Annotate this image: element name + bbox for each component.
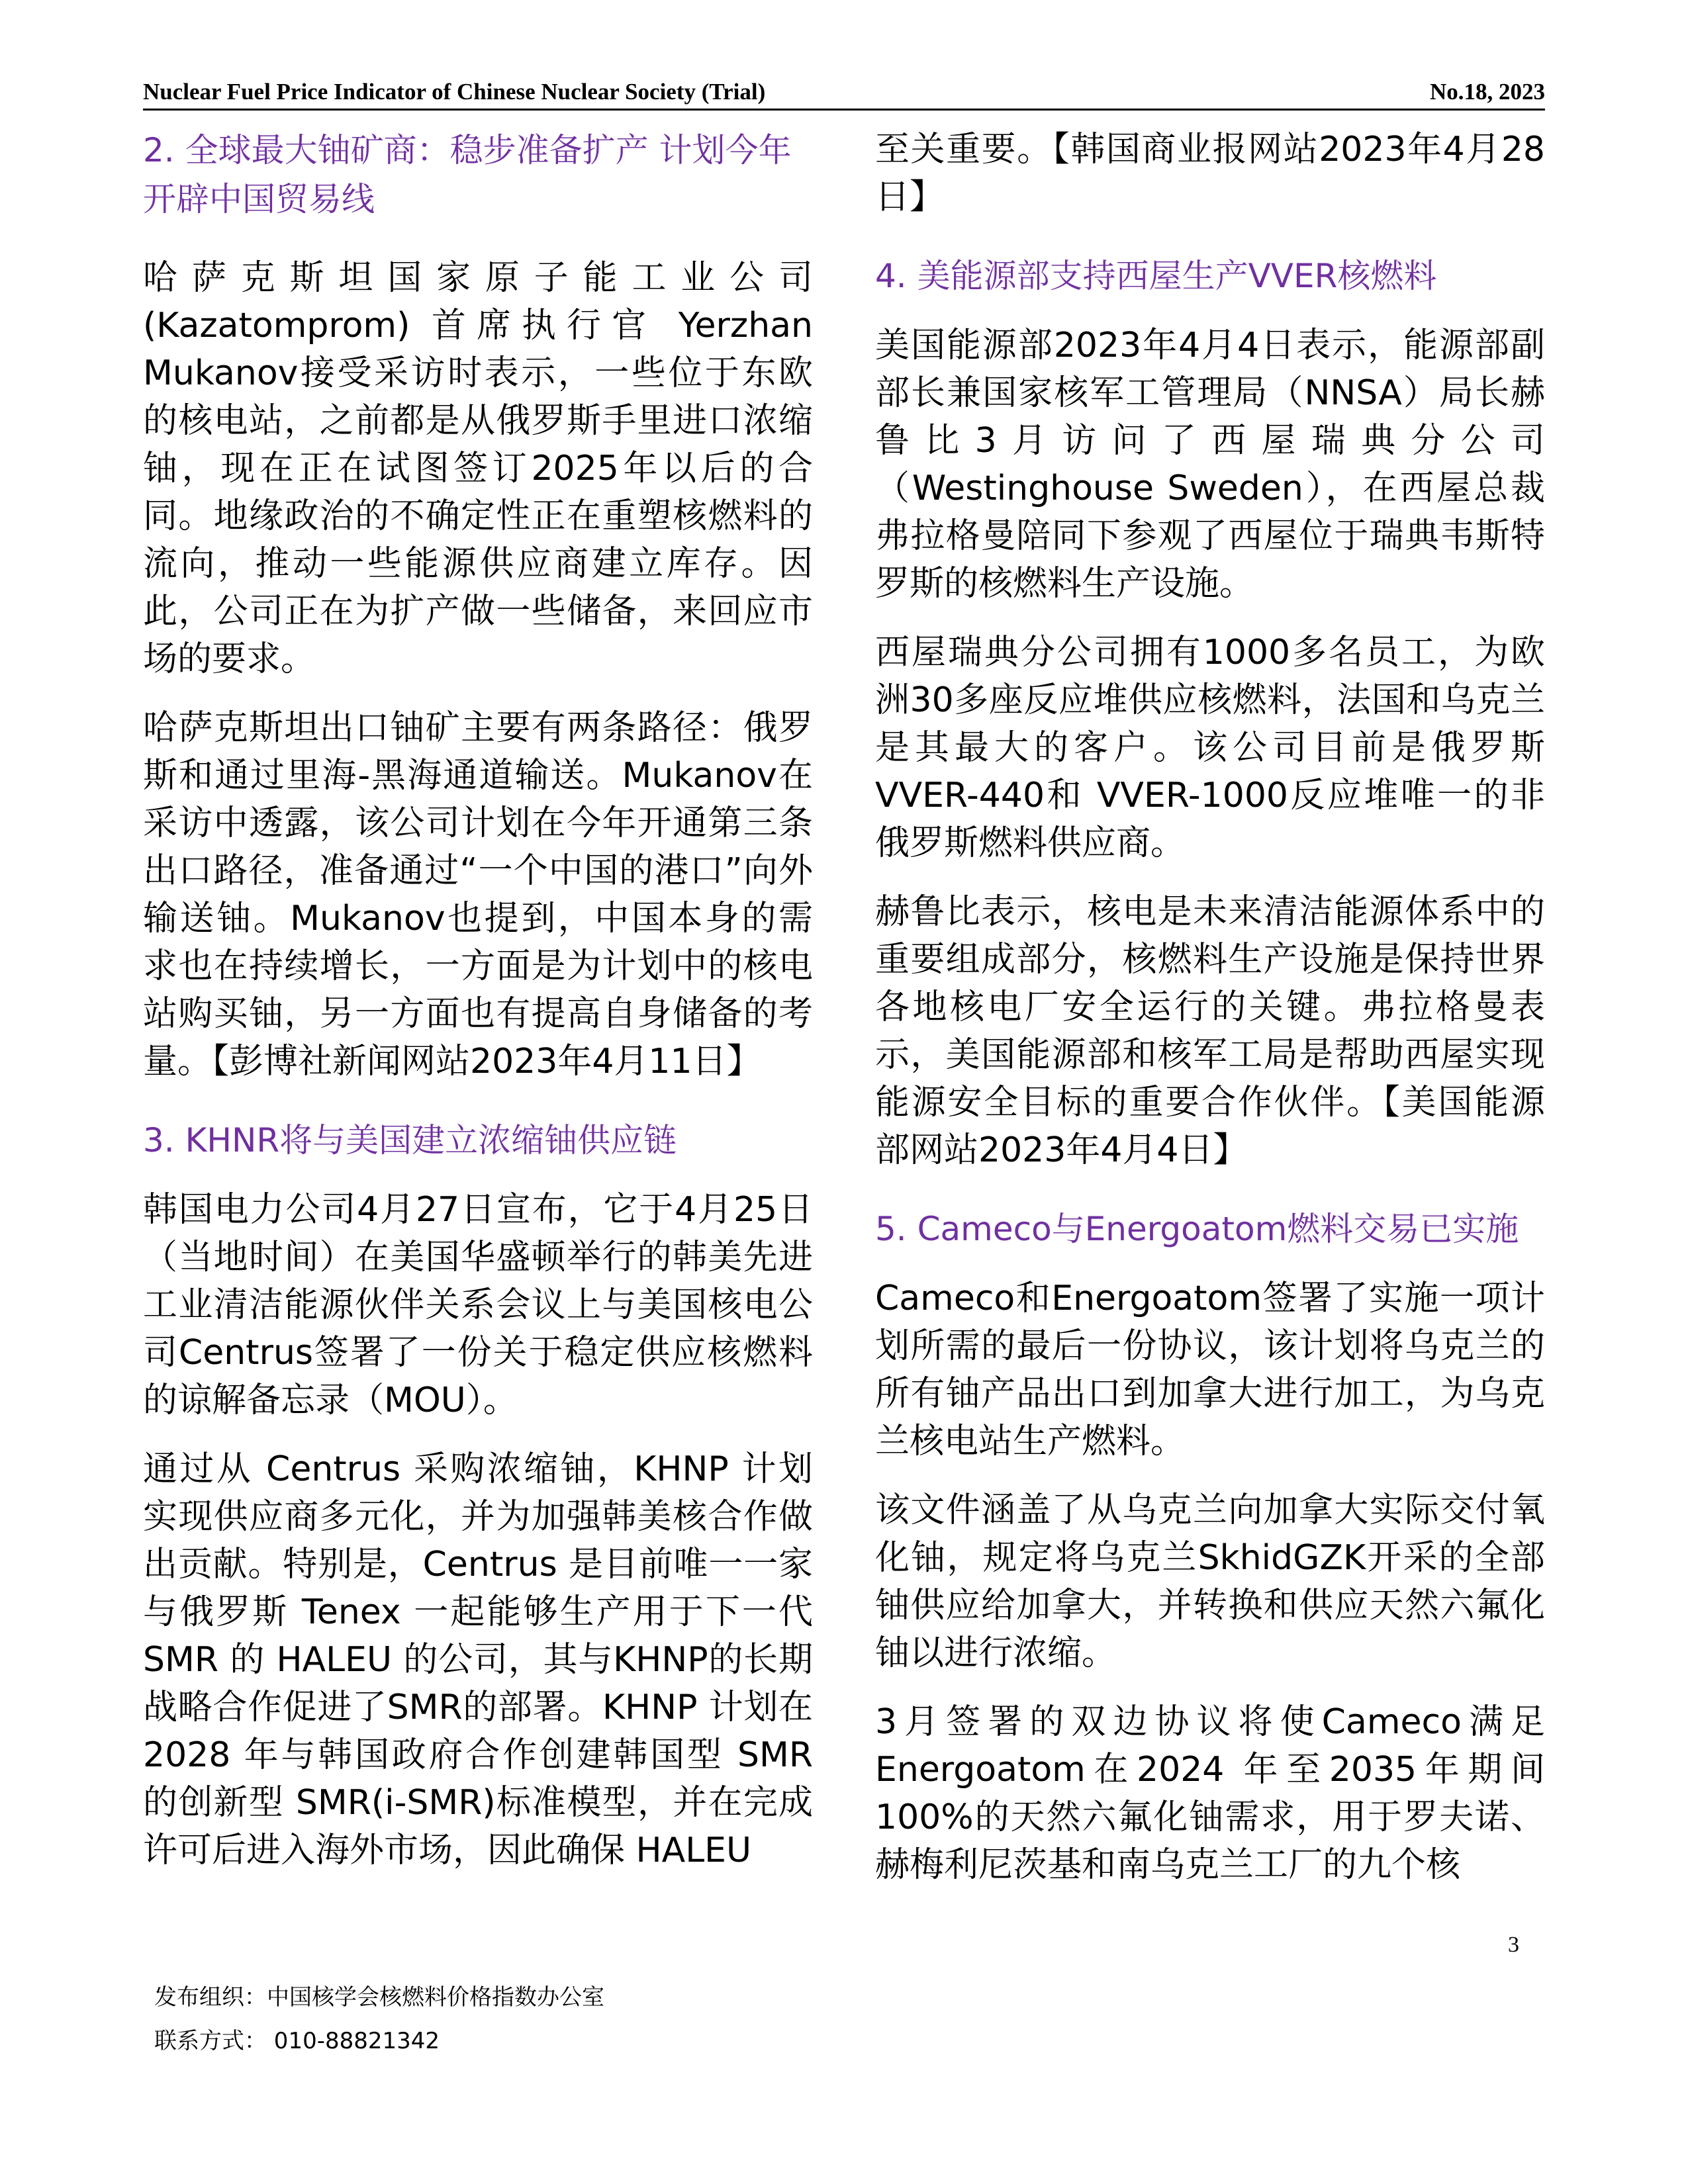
section-2-paragraph-2: 哈萨克斯坦出口铀矿主要有两条路径：俄罗斯和通过里海-黑海通道输送。Mukanov在采访中透露，该公司计划在今年开通第三条出口路径，准备通过“一个中国的港口”向外输送铀。Mukanov也提到，中国本身的需求也在持续增长，一方面是为计划中的核电站购买铀，另一方面也有提高自身储备的考量。【彭博社新闻网站2023年4月11日】: [143, 708, 813, 1081]
footer-contact: 联系方式： 010-88821342: [154, 2028, 440, 2054]
section-3-paragraph-2: 通过从 Centrus 采购浓缩铀，KHNP 计划实现供应商多元化，并为加强韩美核合作做出贡献。特别是，Centrus 是目前唯一一家与俄罗斯 Tenex 一起能够生产用于下一代 SMR 的 HALEU 的公司，其与KHNP的长期战略合作促进了SMR的部署。KHNP 计划在 2028 年与韩国政府合作创建韩国型 SMR 的创新型 SMR(i-SMR)标准模型，并在完成许可后进入海外市场，因此确保 HALEU: [143, 1449, 813, 1870]
section-4-paragraph-2: 西屋瑞典分公司拥有1000多名员工，为欧洲30多座反应堆供应核燃料，法国和乌克兰是其最大的客户。该公司目前是俄罗斯VVER-440和 VVER-1000反应堆唯一的非俄罗斯燃料供应商。: [875, 633, 1545, 863]
section-3-paragraph-1: 韩国电力公司4月27日宣布，它于4月25日（当地时间）在美国华盛顿举行的韩美先进工业清洁能源伙伴关系会议上与美国核电公司Centrus签署了一份关于稳定供应核燃料的谅解备忘录（MOU）。: [143, 1190, 813, 1420]
section-5-heading: 5. Cameco与Energoatom燃料交易已实施: [875, 1210, 1519, 1248]
running-header-issue: No.18, 2023: [1429, 79, 1545, 105]
section-2-heading: 2. 全球最大铀矿商：稳步准备扩产 计划今年开辟中国贸易线: [143, 131, 792, 218]
section-5-paragraph-1: Cameco和Energoatom签署了实施一项计划所需的最后一份协议，该计划将乌克兰的所有铀产品出口到加拿大进行加工，为乌克兰核电站生产燃料。: [875, 1279, 1545, 1461]
right-column: [875, 126, 1545, 1889]
section-2-paragraph-1: 哈萨克斯坦国家原子能工业公司(Kazatomprom) 首席执行官 Yerzhan Mukanov接受采访时表示，一些位于东欧的核电站，之前都是从俄罗斯手里进口浓缩铀，现在正在试图签订2025年以后的合同。地缘政治的不确定性正在重塑核燃料的流向，推动一些能源供应商建立库存。因此，公司正在为扩产做一些储备，来回应市场的要求。: [143, 258, 813, 679]
section-3-heading: 3. KHNR将与美国建立浓缩铀供应链: [143, 1121, 677, 1160]
section-5-paragraph-2: 该文件涵盖了从乌克兰向加拿大实际交付氧化铀，规定将乌克兰SkhidGZK开采的全部铀供应给加拿大，并转换和供应天然六氟化铀以进行浓缩。: [875, 1490, 1545, 1673]
left-column: [143, 126, 813, 1874]
page-number: 3: [1508, 1933, 1519, 1957]
section-4-heading: 4. 美能源部支持西屋生产VVER核燃料: [875, 257, 1437, 295]
header-rule: [143, 109, 1545, 111]
section-3-continuation: 至关重要。【韩国商业报网站2023年4月28日】: [875, 130, 1545, 217]
footer-publisher: 发布组织：中国核学会核燃料价格指数办公室: [154, 1984, 604, 2011]
section-4-paragraph-1: 美国能源部2023年4月4日表示，能源部副部长兼国家核军工管理局（NNSA）局长赫鲁比3月访问了西屋瑞典分公司（Westinghouse Sweden），在西屋总裁弗拉格曼陪同下参观了西屋位于瑞典韦斯特罗斯的核燃料生产设施。: [875, 326, 1545, 604]
section-5-paragraph-3: 3月签署的双边协议将使Cameco满足Energoatom在2024 年至2035年期间100%的天然六氟化铀需求，用于罗夫诺、赫梅利尼茨基和南乌克兰工厂的九个核: [875, 1702, 1545, 1885]
section-4-paragraph-3: 赫鲁比表示，核电是未来清洁能源体系中的重要组成部分，核燃料生产设施是保持世界各地核电厂安全运行的关键。弗拉格曼表示，美国能源部和核军工局是帮助西屋实现能源安全目标的重要合作伙伴。【美国能源部网站2023年4月4日】: [875, 892, 1545, 1170]
running-header-title: Nuclear Fuel Price Indicator of Chinese Nuclear Society (Trial): [143, 79, 766, 105]
